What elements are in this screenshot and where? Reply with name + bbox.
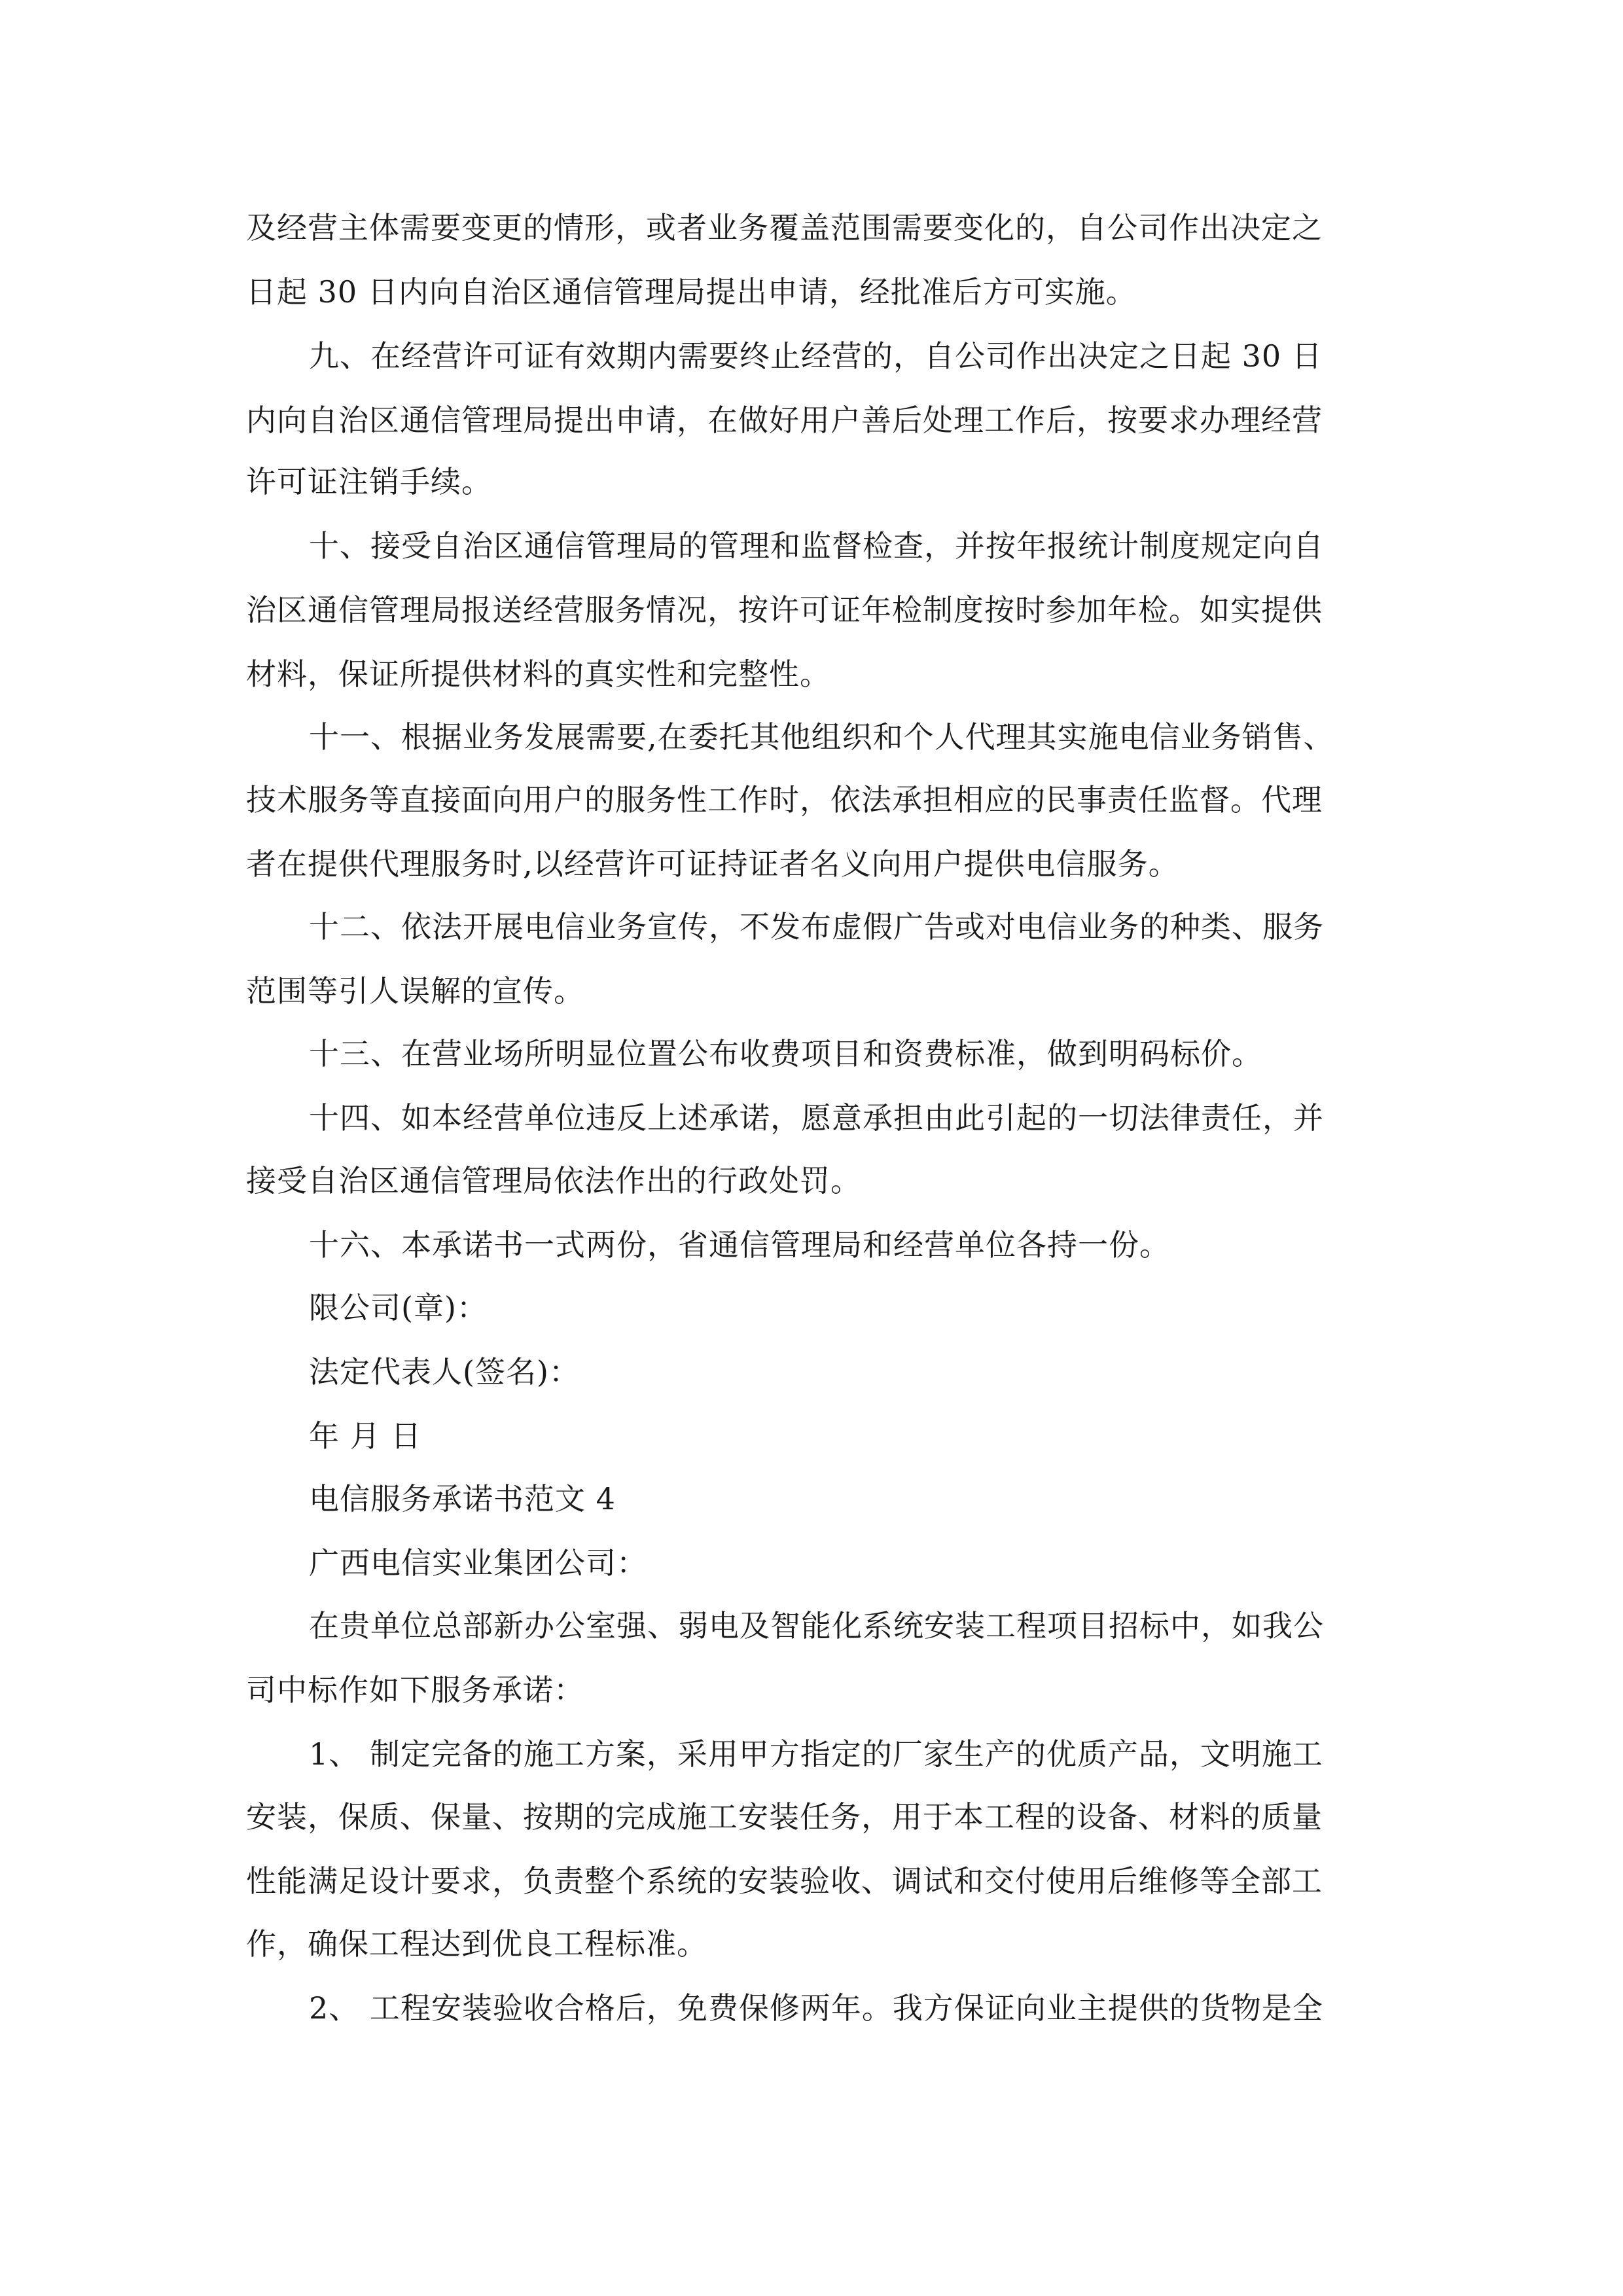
paragraph-nine: 九、在经营许可证有效期内需要终止经营的，自公司作出决定之日起 30 日 xyxy=(309,338,1323,374)
text-line: 技术服务等直接面向用户的服务性工作时，依法承担相应的民事责任监督。代理 xyxy=(246,782,1323,817)
text-line: 安装，保质、保量、按期的完成施工安装任务，用于本工程的设备、材料的质量 xyxy=(246,1799,1323,1835)
paragraph-thirteen: 十三、在营业场所明显位置公布收费项目和资费标准，做到明码标价。 xyxy=(309,1036,1262,1071)
salutation: 广西电信实业集团公司： xyxy=(309,1545,647,1581)
legal-representative-label: 法定代表人(签名)： xyxy=(309,1354,580,1390)
text-line: 材料，保证所提供材料的真实性和完整性。 xyxy=(246,656,830,692)
paragraph-sixteen: 十六、本承诺书一式两份，省通信管理局和经营单位各持一份。 xyxy=(309,1227,1170,1263)
intro-paragraph: 在贵单位总部新办公室强、弱电及智能化系统安装工程项目招标中，如我公 xyxy=(309,1608,1324,1643)
section-heading: 电信服务承诺书范文 4 xyxy=(309,1481,616,1516)
text-line: 日起 30 日内向自治区通信管理局提出申请，经批准后方可实施。 xyxy=(246,274,1137,310)
text-line: 内向自治区通信管理局提出申请，在做好用户善后处理工作后，按要求办理经营 xyxy=(246,403,1323,438)
commitment-item-1: 1、 制定完备的施工方案，采用甲方指定的厂家生产的优质产品，文明施工 xyxy=(309,1736,1323,1772)
text-line: 者在提供代理服务时,以经营许可证持证者名义向用户提供电信服务。 xyxy=(246,846,1179,882)
company-seal-label: 限公司(章)： xyxy=(309,1290,488,1325)
date-label: 年 月 日 xyxy=(309,1418,422,1454)
text-line: 许可证注销手续。 xyxy=(246,464,492,499)
text-line: 及经营主体需要变更的情形，或者业务覆盖范围需要变化的，自公司作出决定之 xyxy=(246,210,1323,245)
paragraph-eleven: 十一、根据业务发展需要,在委托其他组织和个人代理其实施电信业务销售、 xyxy=(309,719,1334,755)
text-line: 范围等引人误解的宣传。 xyxy=(246,973,584,1009)
text-line: 司中标作如下服务承诺： xyxy=(246,1672,584,1708)
paragraph-fourteen: 十四、如本经营单位违反上述承诺，愿意承担由此引起的一切法律责任，并 xyxy=(309,1100,1324,1136)
text-line: 接受自治区通信管理局依法作出的行政处罚。 xyxy=(246,1163,861,1198)
text-line: 性能满足设计要求，负责整个系统的安装验收、调试和交付使用后维修等全部工 xyxy=(246,1863,1323,1899)
paragraph-ten: 十、接受自治区通信管理局的管理和监督检查，并按年报统计制度规定向自 xyxy=(309,528,1324,564)
commitment-item-2: 2、 工程安装验收合格后，免费保修两年。我方保证向业主提供的货物是全 xyxy=(309,1990,1323,2026)
text-line: 作，确保工程达到优良工程标准。 xyxy=(246,1926,707,1962)
paragraph-twelve: 十二、依法开展电信业务宣传，不发布虚假广告或对电信业务的种类、服务 xyxy=(309,909,1324,944)
text-line: 治区通信管理局报送经营服务情况，按许可证年检制度按时参加年检。如实提供 xyxy=(246,592,1323,628)
